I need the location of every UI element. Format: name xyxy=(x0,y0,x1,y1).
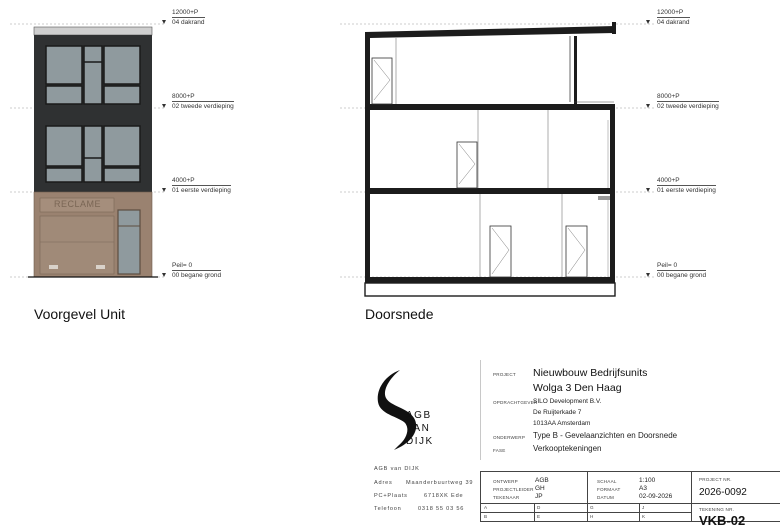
level-value: 4000+P xyxy=(172,177,195,184)
company-phone-value: 0318 55 03 56 xyxy=(418,506,465,512)
rev-row-line xyxy=(481,512,691,513)
projectleider-value: GH xyxy=(535,485,545,492)
subject-label: ONDERWERP xyxy=(493,435,526,440)
section-level-begane xyxy=(657,262,706,280)
front-level-eerste xyxy=(172,177,231,195)
rev-letter-a: A xyxy=(484,505,488,510)
formaat-label: FORMAAT xyxy=(597,487,621,492)
level-name: 01 eerste verdieping xyxy=(172,186,231,194)
project-line-1: Nieuwbouw Bedrijfsunits xyxy=(533,367,648,379)
logo-text-2: VAN xyxy=(406,423,431,434)
front-level-tweede xyxy=(172,93,234,111)
datum-label: DATUM xyxy=(597,495,614,500)
title-block xyxy=(480,360,780,528)
section-level-eerste xyxy=(657,177,716,195)
level-name: 02 tweede verdieping xyxy=(172,102,234,110)
front-elevation-drawing xyxy=(0,0,240,300)
level-name: 04 dakrand xyxy=(657,18,690,26)
datum-value: 02-09-2026 xyxy=(639,493,673,500)
info-table xyxy=(480,471,780,528)
client-street: De Ruijterkade 7 xyxy=(533,409,582,416)
subject-value: Type B - Gevelaanzichten en Doorsnede xyxy=(533,431,678,440)
projectnr-label: PROJECT NR. xyxy=(699,477,732,482)
logo-text-1: AGB xyxy=(406,410,432,421)
client-label: OPDRACHTGEVER xyxy=(493,400,538,405)
level-name: 04 dakrand xyxy=(172,18,205,26)
logo-text-3: DIJK xyxy=(406,436,434,447)
rev-letter-k: K xyxy=(642,514,646,519)
phase-label: FASE xyxy=(493,448,506,453)
schaal-value: 1:100 xyxy=(639,477,656,484)
tekenaar-label: TEKENAAR xyxy=(493,495,520,500)
tekenaar-value: JP xyxy=(535,493,543,500)
project-label: PROJECT xyxy=(493,372,516,377)
projectnr-value: 2026-0092 xyxy=(699,487,747,498)
rev-letter-h: H xyxy=(590,514,594,519)
section-drawing-wrap xyxy=(330,0,780,300)
company-pc-value: 6718XK Ede xyxy=(424,493,464,499)
rev-letter-b: B xyxy=(484,514,488,519)
level-value: 4000+P xyxy=(657,177,680,184)
ontwerp-label: ONTWERP xyxy=(493,479,518,484)
level-value: 12000+P xyxy=(657,9,684,16)
level-value: Peil= 0 xyxy=(657,262,678,269)
schaal-label: SCHAAL xyxy=(597,479,617,484)
front-elevation xyxy=(0,0,240,300)
rev-letter-d: D xyxy=(537,505,541,510)
rev-letter-e: E xyxy=(537,514,541,519)
front-level-dakrand xyxy=(172,9,205,27)
level-name: 02 tweede verdieping xyxy=(657,102,719,110)
level-name: 00 begane grond xyxy=(657,271,707,279)
front-caption: Voorgevel Unit xyxy=(34,306,126,322)
company-name: AGB van DIJK xyxy=(374,466,420,472)
rev-letter-g: G xyxy=(590,505,594,510)
project-line-2: Wolga 3 Den Haag xyxy=(533,382,622,394)
section-level-dakrand xyxy=(657,9,690,27)
section-drawing xyxy=(330,0,780,300)
section-caption: Doorsnede xyxy=(365,306,434,322)
projectleider-label: PROJECTLEIDER xyxy=(493,487,534,492)
front-reclame-text: RECLAME xyxy=(54,199,102,209)
level-value: Peil= 0 xyxy=(172,262,193,269)
level-name: 01 eerste verdieping xyxy=(657,186,716,194)
level-value: 8000+P xyxy=(172,93,195,100)
front-level-begane xyxy=(172,262,221,280)
ontwerp-value: AGB xyxy=(535,477,549,484)
section-level-tweede xyxy=(657,93,719,111)
rev-letter-j: J xyxy=(642,505,645,510)
tekeningnr-label: TEKENING NR. xyxy=(699,507,735,512)
company-phone-label: Telefoon xyxy=(374,506,402,512)
client-city: 1013AA Amsterdam xyxy=(533,420,591,427)
level-value: 12000+P xyxy=(172,9,199,16)
title-block-separator xyxy=(480,360,481,460)
tekeningnr-value: VKB-02 xyxy=(699,513,746,528)
client-name: SILO Development B.V. xyxy=(533,398,602,405)
level-name: 00 begane grond xyxy=(172,271,222,279)
info-col-divider-2 xyxy=(691,472,692,521)
company-address-label: Adres xyxy=(374,480,393,486)
formaat-value: A3 xyxy=(639,485,647,492)
level-value: 8000+P xyxy=(657,93,680,100)
company-logo xyxy=(370,366,450,456)
company-pc-label: PC+Plaats xyxy=(374,493,408,499)
company-address-value: Maanderbuurtweg 39 xyxy=(406,480,474,486)
phase-value: Verkooptekeningen xyxy=(533,444,602,453)
